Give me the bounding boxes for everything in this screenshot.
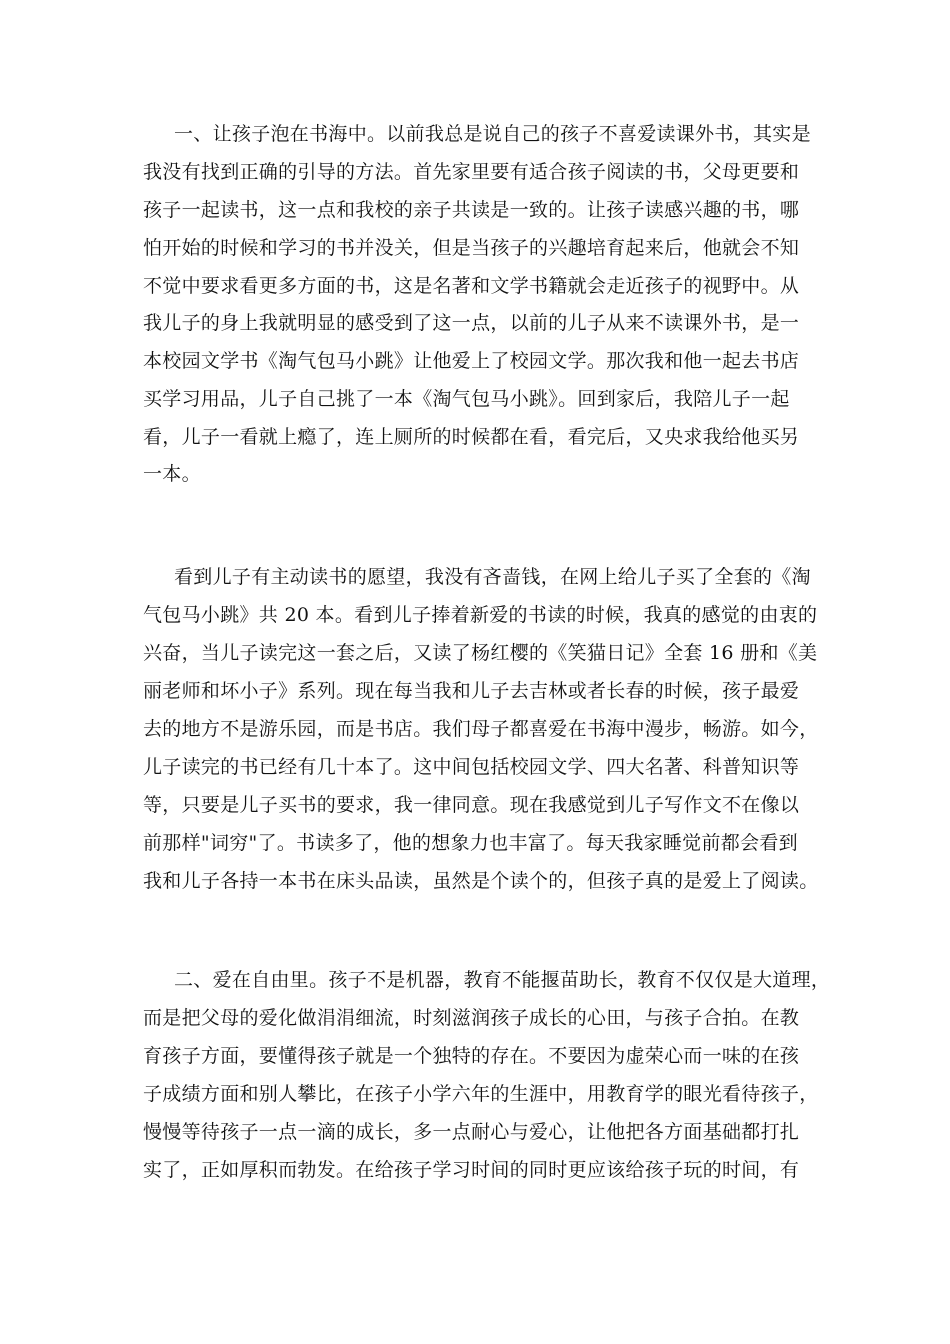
paragraph-line: 而是把父母的爱化做涓涓细流，时刻滋润孩子成长的心田，与孩子合拍。在教 [143, 1007, 800, 1029]
paragraph-line: 我儿子的身上我就明显的感受到了这一点，以前的儿子从来不读课外书，是一 [143, 312, 800, 334]
paragraph-line: 二、爱在自由里。孩子不是机器，教育不能揠苗助长，教育不仅仅是大道理， [174, 969, 831, 991]
paragraph-line: 怕开始的时候和学习的书并没关，但是当孩子的兴趣培育起来后，他就会不知 [143, 237, 800, 259]
paragraph-line: 兴奋，当儿子读完这一套之后，又读了杨红樱的《笑猫日记》全套 16 册和《美 [143, 642, 818, 664]
paragraph-line: 慢慢等待孩子一点一滴的成长，多一点耐心与爱心，让他把各方面基础都打扎 [143, 1121, 800, 1143]
paragraph-line: 子成绩方面和别人攀比，在孩子小学六年的生涯中，用教育学的眼光看待孩子， [143, 1083, 819, 1105]
paragraph-line: 等，只要是儿子买书的要求，我一律同意。现在我感觉到儿子写作文不在像以 [143, 794, 800, 816]
paragraph-line: 我和儿子各持一本书在床头品读，虽然是个读个的，但孩子真的是爱上了阅读。 [143, 870, 819, 892]
paragraph-line: 一本。 [143, 463, 201, 485]
paragraph-line: 一、让孩子泡在书海中。以前我总是说自己的孩子不喜爱读课外书，其实是 [174, 123, 811, 145]
paragraph-line: 去的地方不是游乐园，而是书店。我们母子都喜爱在书海中漫步，畅游。如今， [143, 718, 819, 740]
paragraph-line: 看，儿子一看就上瘾了，连上厕所的时候都在看，看完后，又央求我给他买另 [143, 426, 800, 448]
paragraph-line: 儿子读完的书已经有几十本了。这中间包括校园文学、四大名著、科普知识等 [143, 756, 800, 778]
paragraph-line: 本校园文学书《淘气包马小跳》让他爱上了校园文学。那次我和他一起去书店 [143, 350, 800, 372]
paragraph-line: 我没有找到正确的引导的方法。首先家里要有适合孩子阅读的书，父母更要和 [143, 161, 800, 183]
paragraph-line: 实了，正如厚积而勃发。在给孩子学习时间的同时更应该给孩子玩的时间，有 [143, 1159, 800, 1181]
paragraph-line: 看到儿子有主动读书的愿望，我没有吝啬钱，在网上给儿子买了全套的《淘 [174, 566, 811, 588]
paragraph-line: 丽老师和坏小子》系列。现在每当我和儿子去吉林或者长春的时候，孩子最爱 [143, 680, 800, 702]
paragraph-line: 不觉中要求看更多方面的书，这是名著和文学书籍就会走近孩子的视野中。从 [143, 275, 800, 297]
paragraph-line: 育孩子方面，要懂得孩子就是一个独特的存在。不要因为虚荣心而一味的在孩 [143, 1045, 800, 1067]
paragraph-line: 前那样"词穷"了。书读多了，他的想象力也丰富了。每天我家睡觉前都会看到 [143, 832, 798, 854]
paragraph-line: 气包马小跳》共 20 本。看到儿子捧着新爱的书读的时候，我真的感觉的由衷的 [143, 604, 818, 626]
paragraph-line: 买学习用品，儿子自己挑了一本《淘气包马小跳》。回到家后，我陪儿子一起 [143, 388, 790, 410]
paragraph-line: 孩子一起读书，这一点和我校的亲子共读是一致的。让孩子读感兴趣的书，哪 [143, 199, 800, 221]
